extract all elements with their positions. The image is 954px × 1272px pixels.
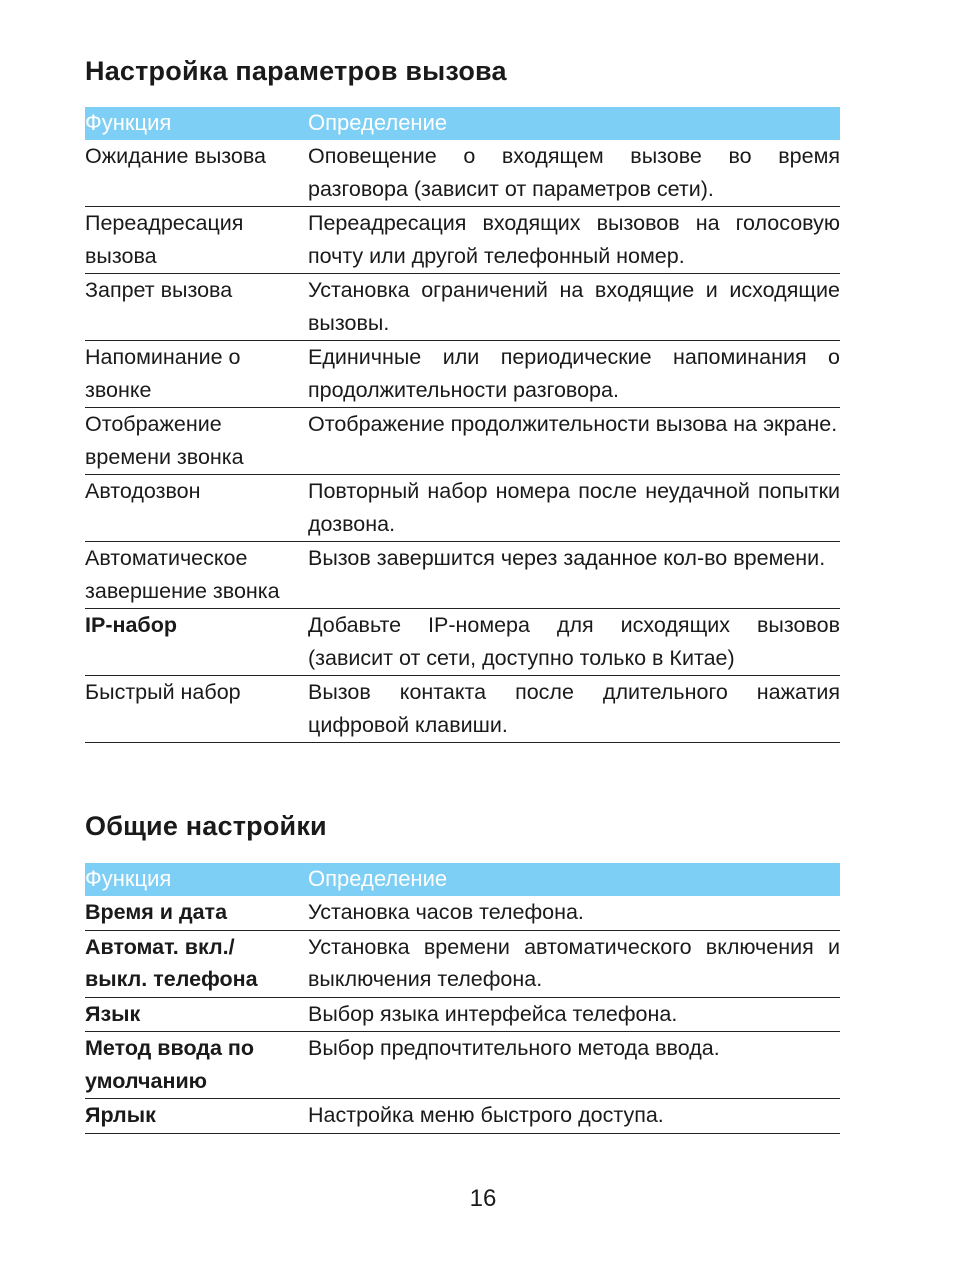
definition-cell: Отображение продолжительности вызова на экране.: [308, 408, 840, 475]
definition-cell: Повторный набор номера после неудачной попытки дозвона.: [308, 475, 840, 542]
call-settings-table: [85, 107, 840, 743]
table-row: [85, 475, 840, 542]
function-cell: Ярлык: [85, 1099, 308, 1134]
table-row: [85, 207, 840, 274]
definition-cell: Вызов контакта после длительного нажатия цифровой клавиши.: [308, 676, 840, 743]
definition-cell: Выбор языка интерфейса телефона.: [308, 997, 840, 1032]
section-title-call-settings: Настройка параметров вызова: [85, 56, 507, 86]
definition-cell: Выбор предпочтительного метода ввода.: [308, 1032, 840, 1099]
definition-cell: Добавьте IP-номера для исходящих вызовов (зависит от сети, доступно только в Китае): [308, 609, 840, 676]
table-row: [85, 140, 840, 207]
definition-cell: Переадресация входящих вызовов на голосовую почту или другой телефонный номер.: [308, 207, 840, 274]
table-row: [85, 676, 840, 743]
table-row: [85, 274, 840, 341]
definition-cell: Вызов завершится через заданное кол-во времени.: [308, 542, 840, 609]
table-row: [85, 1032, 840, 1099]
table-row: [85, 408, 840, 475]
column-header-function: Функция: [85, 107, 308, 140]
function-cell: Быстрый набор: [85, 676, 308, 743]
function-cell: Переадресация вызова: [85, 207, 308, 274]
definition-cell: Установка часов телефона.: [308, 896, 840, 930]
section-title-general-settings: Общие настройки: [85, 811, 327, 841]
function-cell: Время и дата: [85, 896, 308, 930]
definition-cell: Оповещение о входящем вызове во время разговора (зависит от параметров сети).: [308, 140, 840, 207]
definition-cell: Единичные или периодические напоминания о продолжительности разговора.: [308, 341, 840, 408]
function-cell: Ожидание вызова: [85, 140, 308, 207]
function-cell: Язык: [85, 997, 308, 1032]
table-row: [85, 609, 840, 676]
function-cell: Автомат. вкл./ выкл. телефона: [85, 930, 308, 997]
table-row: [85, 930, 840, 997]
function-cell: IP-набор: [85, 609, 308, 676]
function-cell: Автоматическое завершение звонка: [85, 542, 308, 609]
column-header-definition: Определение: [308, 107, 840, 140]
table-row: [85, 542, 840, 609]
table-header-row: [85, 107, 840, 140]
function-cell: Автодозвон: [85, 475, 308, 542]
function-cell: Запрет вызова: [85, 274, 308, 341]
function-cell: Напоминание о звонке: [85, 341, 308, 408]
page-number: 16: [469, 1185, 497, 1212]
definition-cell: Установка ограничений на входящие и исходящие вызовы.: [308, 274, 840, 341]
table-row: [85, 997, 840, 1032]
column-header-definition: Определение: [308, 863, 840, 896]
table-row: [85, 341, 840, 408]
function-cell: Метод ввода по умолчанию: [85, 1032, 308, 1099]
column-header-function: Функция: [85, 863, 308, 896]
table-header-row: [85, 863, 840, 896]
table-row: [85, 896, 840, 930]
general-settings-table: [85, 863, 840, 1134]
function-cell: Отображение времени звонка: [85, 408, 308, 475]
table-row: [85, 1099, 840, 1134]
definition-cell: Настройка меню быстрого доступа.: [308, 1099, 840, 1134]
definition-cell: Установка времени автоматического включения и выключения телефона.: [308, 930, 840, 997]
